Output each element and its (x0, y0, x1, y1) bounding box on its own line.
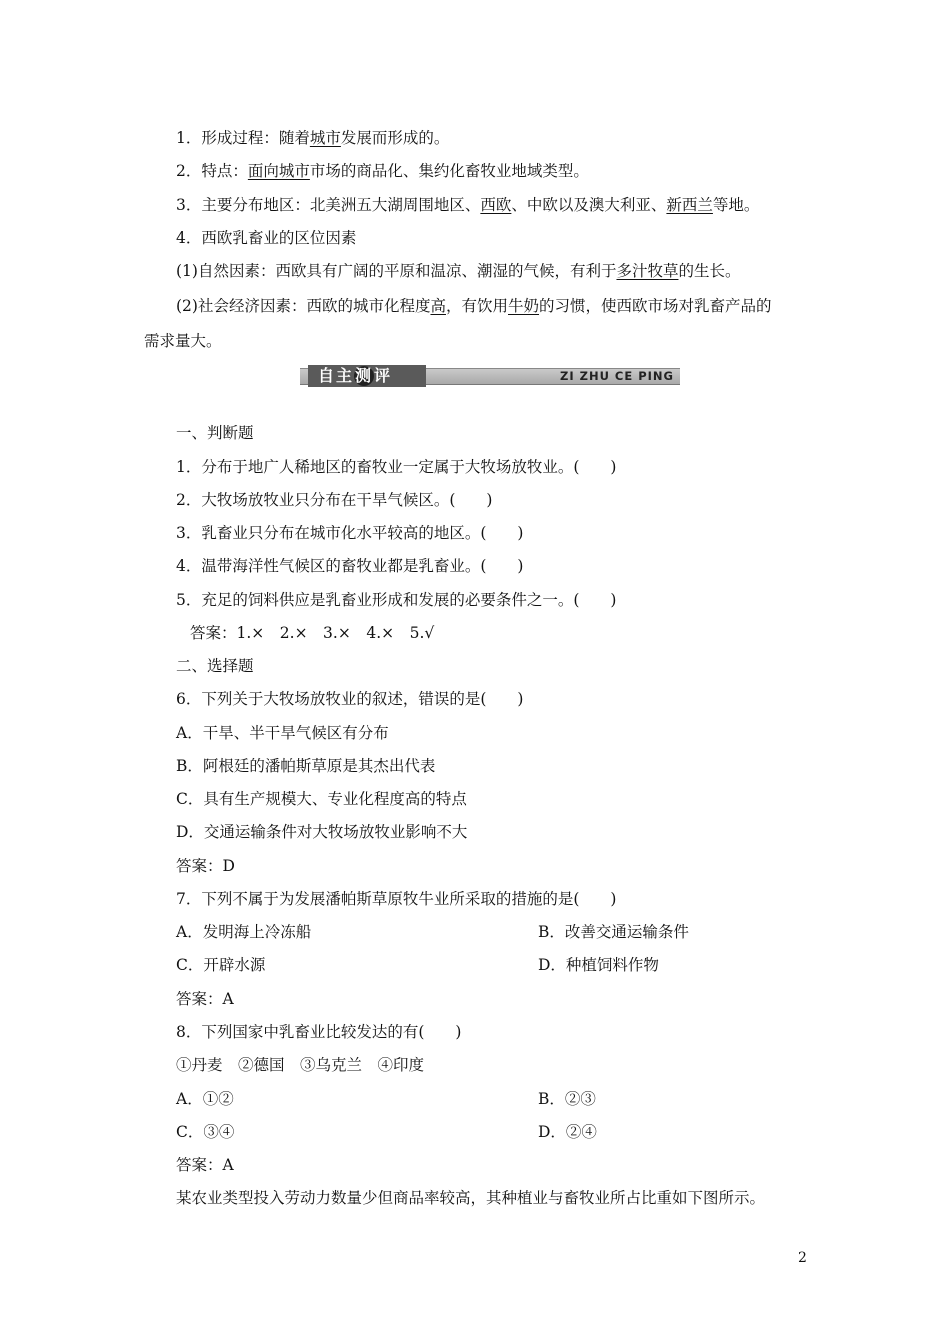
question-6-option-b: B．阿根廷的潘帕斯草原是其杰出代表 (176, 757, 436, 775)
question-7-option-c: C．开辟水源 (176, 956, 266, 974)
question-7-option-d: D．种植饲料作物 (538, 956, 659, 974)
judge-answer: 答案：1.× 2.× 3.× 4.× 5.√ (190, 624, 435, 642)
question-8-option-b: B．②③ (538, 1090, 596, 1108)
question-8-option-c: C．③④ (176, 1123, 235, 1141)
banner-title-part: 评 (374, 366, 393, 385)
choice-heading: 二、选择题 (176, 657, 254, 675)
underlined-term: 城市 (309, 129, 341, 147)
question-8: 8．下列国家中乳畜业比较发达的有( ) (176, 1023, 462, 1041)
underlined-term: 西欧 (480, 196, 512, 214)
question-7: 7．下列不属于为发展潘帕斯草原牧牛业所采取的措施的是( ) (176, 890, 617, 908)
section-banner (300, 365, 680, 387)
question-8-option-d: D．②④ (538, 1123, 597, 1141)
underlined-term: 面向城市 (247, 162, 310, 180)
question-6-option-c: C．具有生产规模大、专业化程度高的特点 (176, 790, 467, 808)
judge-question-4: 4．温带海洋性气候区的畜牧业都是乳畜业。( ) (176, 557, 524, 575)
underlined-term: 多汁牧草 (616, 262, 679, 280)
intro-item-2: 2．特点：面向城市市场的商品化、集约化畜牧业地域类型。 (176, 162, 589, 180)
intro-item-6: (2)社会经济因素：西欧的城市化程度高，有饮用牛奶的习惯，使西欧市场对乳畜产品的 (176, 297, 772, 315)
question-8-option-a: A．①② (176, 1090, 234, 1108)
question-stem: 某农业类型投入劳动力数量少但商品率较高，其种植业与畜牧业所占比重如下图所示。 (176, 1189, 766, 1207)
underlined-term: 新西兰 (666, 196, 713, 214)
question-8-answer: 答案：A (176, 1156, 234, 1174)
question-7-answer: 答案：A (176, 990, 234, 1008)
underlined-term: 牛奶 (508, 297, 540, 315)
banner-subtitle: ZI ZHU CE PING (560, 369, 674, 383)
question-7-option-a: A．发明海上冷冻船 (176, 923, 312, 941)
intro-item-4: 4．西欧乳畜业的区位因素 (176, 229, 357, 247)
judge-question-5: 5．充足的饲料供应是乳畜业形成和发展的必要条件之一。( ) (176, 591, 617, 609)
question-7-option-b: B．改善交通运输条件 (538, 923, 689, 941)
intro-item-5: (1)自然因素：西欧具有广阔的平原和温凉、潮湿的气候，有利于多汁牧草的生长。 (176, 262, 741, 280)
banner-title (308, 365, 426, 387)
intro-item-3: 3．主要分布地区：北美洲五大湖周围地区、西欧、中欧以及澳大利亚、新西兰等地。 (176, 196, 760, 214)
question-6-answer: 答案：D (176, 857, 235, 875)
underlined-term: 高 (430, 297, 446, 315)
banner-title-circle: 测 (355, 366, 374, 385)
question-8-items: ①丹麦 ②德国 ③乌克兰 ④印度 (176, 1056, 425, 1074)
question-6-option-d: D．交通运输条件对大牧场放牧业影响不大 (176, 823, 468, 841)
judge-question-1: 1．分布于地广人稀地区的畜牧业一定属于大牧场放牧业。( ) (176, 458, 617, 476)
banner-title-part: 自主 (318, 366, 355, 385)
intro-item-6-cont: 需求量大。 (144, 332, 222, 350)
judge-heading: 一、判断题 (176, 424, 254, 442)
page-number: 2 (798, 1250, 807, 1266)
question-6-option-a: A．干旱、半干旱气候区有分布 (176, 724, 389, 742)
judge-question-2: 2．大牧场放牧业只分布在干旱气候区。( ) (176, 491, 493, 509)
question-6: 6．下列关于大牧场放牧业的叙述，错误的是( ) (176, 690, 524, 708)
intro-item-1: 1．形成过程：随着城市发展而形成的。 (176, 129, 450, 147)
judge-question-3: 3．乳畜业只分布在城市化水平较高的地区。( ) (176, 524, 524, 542)
